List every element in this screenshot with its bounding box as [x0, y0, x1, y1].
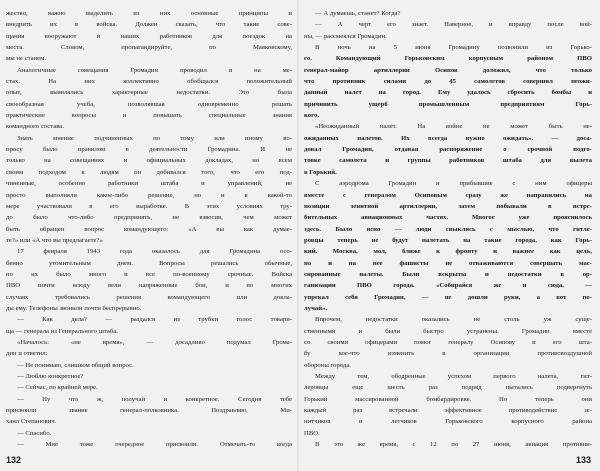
text-line: здесь. Было ясно — люди свыклись с мыслью, что гитле-: [304, 225, 592, 233]
text-line: — Люблю конкретное?: [17, 373, 84, 380]
text-line: просто выполняли какое-либо решение, но и в какой-то: [6, 191, 292, 199]
text-line: что противник силами до 45 самолетов совершил неожи-: [304, 78, 592, 86]
text-line: со своими офицерами помог генералу Осипову и его шта-: [304, 338, 592, 346]
text-line: места. Словом, пропагандируйте, по Маяковскому,: [6, 44, 292, 52]
right-page-text: [304, 8, 592, 452]
text-line: те?» или «А что вы предлагаете?»: [6, 236, 103, 244]
text-line: внедрить их в войска. Должен сказать, что такие сове-: [6, 21, 292, 29]
text-line: но и на нее фашисты не отваживаются совершать мас-: [304, 259, 592, 267]
text-line: лучай».: [304, 304, 328, 312]
text-line: довал Громадин, отдавая распоряжение о срочной подго-: [304, 146, 592, 154]
text-line: но их было много и все по-военному срочные. Войска: [6, 270, 292, 278]
text-line: — Как дела? — раздался из трубки голос товари-: [17, 316, 292, 324]
text-line: хаил Степанович.: [6, 418, 57, 426]
text-line: «Началось: «не время», — досадливо подумал Грома-: [17, 338, 292, 346]
text-line: Знать мнение подчиненных по тому или иному во-: [17, 134, 292, 142]
text-line: «Неожиданный налет. На войне не может быть не-: [315, 123, 592, 131]
text-line: жество, важно выделить из них основные принципы и: [6, 10, 292, 17]
text-line: своеобразная учеба, позволявшая одновременно решать: [6, 100, 292, 108]
text-line: мы не станем.: [6, 55, 47, 63]
text-line: бительных авиационных частях. Многое уже прояснилось: [304, 214, 592, 222]
text-line: обороны города.: [304, 361, 351, 369]
text-line: ственными и были быстро устранены. Громадин вместе: [304, 327, 592, 335]
text-line: го. Командующий Горьковским корпусным районом ПВО: [304, 55, 592, 63]
text-line: — Мне тоже очередное присвоили. Отмечать-то когда: [17, 441, 292, 449]
text-line: щания вооружают и наших работников для поездок на: [6, 32, 292, 40]
book-gutter: [297, 0, 299, 471]
text-line: до было что-либо предпринять, не взвесив, чем может: [6, 214, 292, 222]
text-line: ганизации ПВО города. «Собирайся же и сюда, —: [304, 282, 592, 290]
text-line: ща — генерала из Генерального штаба.: [6, 327, 118, 335]
text-line: просу было правилом в деятельности Громадина. И не: [6, 146, 292, 154]
text-line: командного состава.: [6, 123, 64, 131]
text-line: данный налет на город. Ему удалось сбросить бомбы и: [304, 89, 592, 97]
text-line: дин и ответил:: [6, 350, 48, 358]
text-line: в Горький.: [304, 168, 337, 176]
right-page-number: 133: [576, 455, 592, 465]
text-line: кого.: [304, 112, 319, 120]
text-line: опыт, выявлялись характерные недостатки. Это была: [6, 89, 292, 97]
text-line: практические вопросы и повышать специальные знания: [6, 112, 292, 120]
text-line: бу кое-что изменить в организации противовоздушной: [304, 350, 592, 358]
text-line: сированные налеты. Были вскрыты и недостатки в ор-: [304, 270, 592, 278]
text-line: В это же время, с 12 по 27 июня, авиация противни-: [315, 441, 592, 449]
text-line: Между тем, ободренные успехом первого налета, гит-: [315, 373, 592, 380]
text-line: [304, 450, 592, 452]
text-line: Впрочем, недостатки оказались не столь уж суще-: [315, 316, 592, 324]
text-line: генерал-майор артиллерии Осипов доложил, что только: [304, 66, 592, 74]
text-line: кий. Москва, мол, ближе к фронту и важнее как цель,: [304, 248, 592, 256]
text-line: стах. На них коллективно обобщался положительный: [6, 78, 292, 86]
text-line: — Сейчас, по крайней мере.: [17, 384, 98, 392]
text-line: ровцы теперь не будут налетать на такие города, как Горь-: [304, 236, 592, 244]
text-line: случаях требовались решения командующего или докла-: [6, 293, 292, 301]
text-line: бенно утомительным днем. Вопросы решались обычные,: [6, 259, 292, 267]
text-line: — А думаешь, станет? Когда?: [315, 10, 401, 17]
text-line: ды ему. Телефоны звонили почти беспрерывно.: [6, 304, 142, 312]
text-line: причинить ущерб промышленным предприятиям Горь-: [304, 100, 592, 108]
left-page-text: [6, 8, 292, 452]
text-line: Горький массированной бомбардировке. Но теперь они: [304, 395, 592, 403]
text-line: ожиданных налетов. Их всегда нужно ожидать», — доса-: [304, 134, 592, 142]
text-line: чиненные, особенно работники штаба и управлений, не: [6, 180, 292, 188]
text-line: каждый раз встречали эффективное противодействие зе-: [304, 407, 592, 415]
text-line: — Спасибо.: [17, 429, 52, 437]
text-line: [6, 450, 292, 452]
text-line: леровцы еще шесть раз подряд пытались подвергнуть: [304, 384, 592, 392]
text-line: упрекал себя Громадин, — не дошли руки, а вот по-: [304, 293, 592, 301]
text-line: своим подходом к людям он добивался того, что его под-: [6, 168, 292, 176]
text-line: нитчиков и летчиков Горьковского корпусного района: [304, 418, 592, 426]
text-line: — А черт его знает. Наверное, и вправду после вой-: [315, 21, 592, 29]
left-page-number: 132: [6, 455, 22, 465]
text-line: позиции зенитной артиллерии, затем побывали в истре-: [304, 202, 592, 210]
text-line: В ночь на 5 июня Громадину позвонили из Горько-: [315, 44, 592, 52]
text-line: 17 февраля 1943 года оказалось для Громадина осо-: [17, 248, 292, 256]
text-line: мере участвовали в его выработке. В этих условиях тру-: [6, 202, 292, 210]
text-line: ны, — рассмеялся Громадин.: [304, 32, 387, 40]
text-line: присвоили звание генерал-полковника. Поздравляю, Ми-: [6, 407, 292, 415]
text-line: товке самолета и группы работников штаба для вылета: [304, 157, 592, 165]
text-line: — Ну что ж, получай и конкретное. Сегодня тебе: [17, 395, 292, 403]
text-line: вместе с генералом Осиповым сразу же направились на: [304, 191, 592, 199]
text-line: быть обращен вопрос командующего: «А вы как думае-: [6, 225, 292, 233]
text-line: С аэродрома Громадин и прибывшие с ним офицеры: [315, 180, 592, 188]
text-line: Аналогичные совещания Громадин проводил и на ме-: [17, 66, 292, 74]
text-line: — Не понимаю, слишком общий вопрос.: [17, 361, 134, 369]
text-line: ПВО почти всюду вели напряженные бои, и во многих: [6, 282, 292, 290]
text-line: ПВО.: [304, 429, 320, 437]
text-line: только на совещаниях и официальных докладах, но всем: [6, 157, 292, 165]
